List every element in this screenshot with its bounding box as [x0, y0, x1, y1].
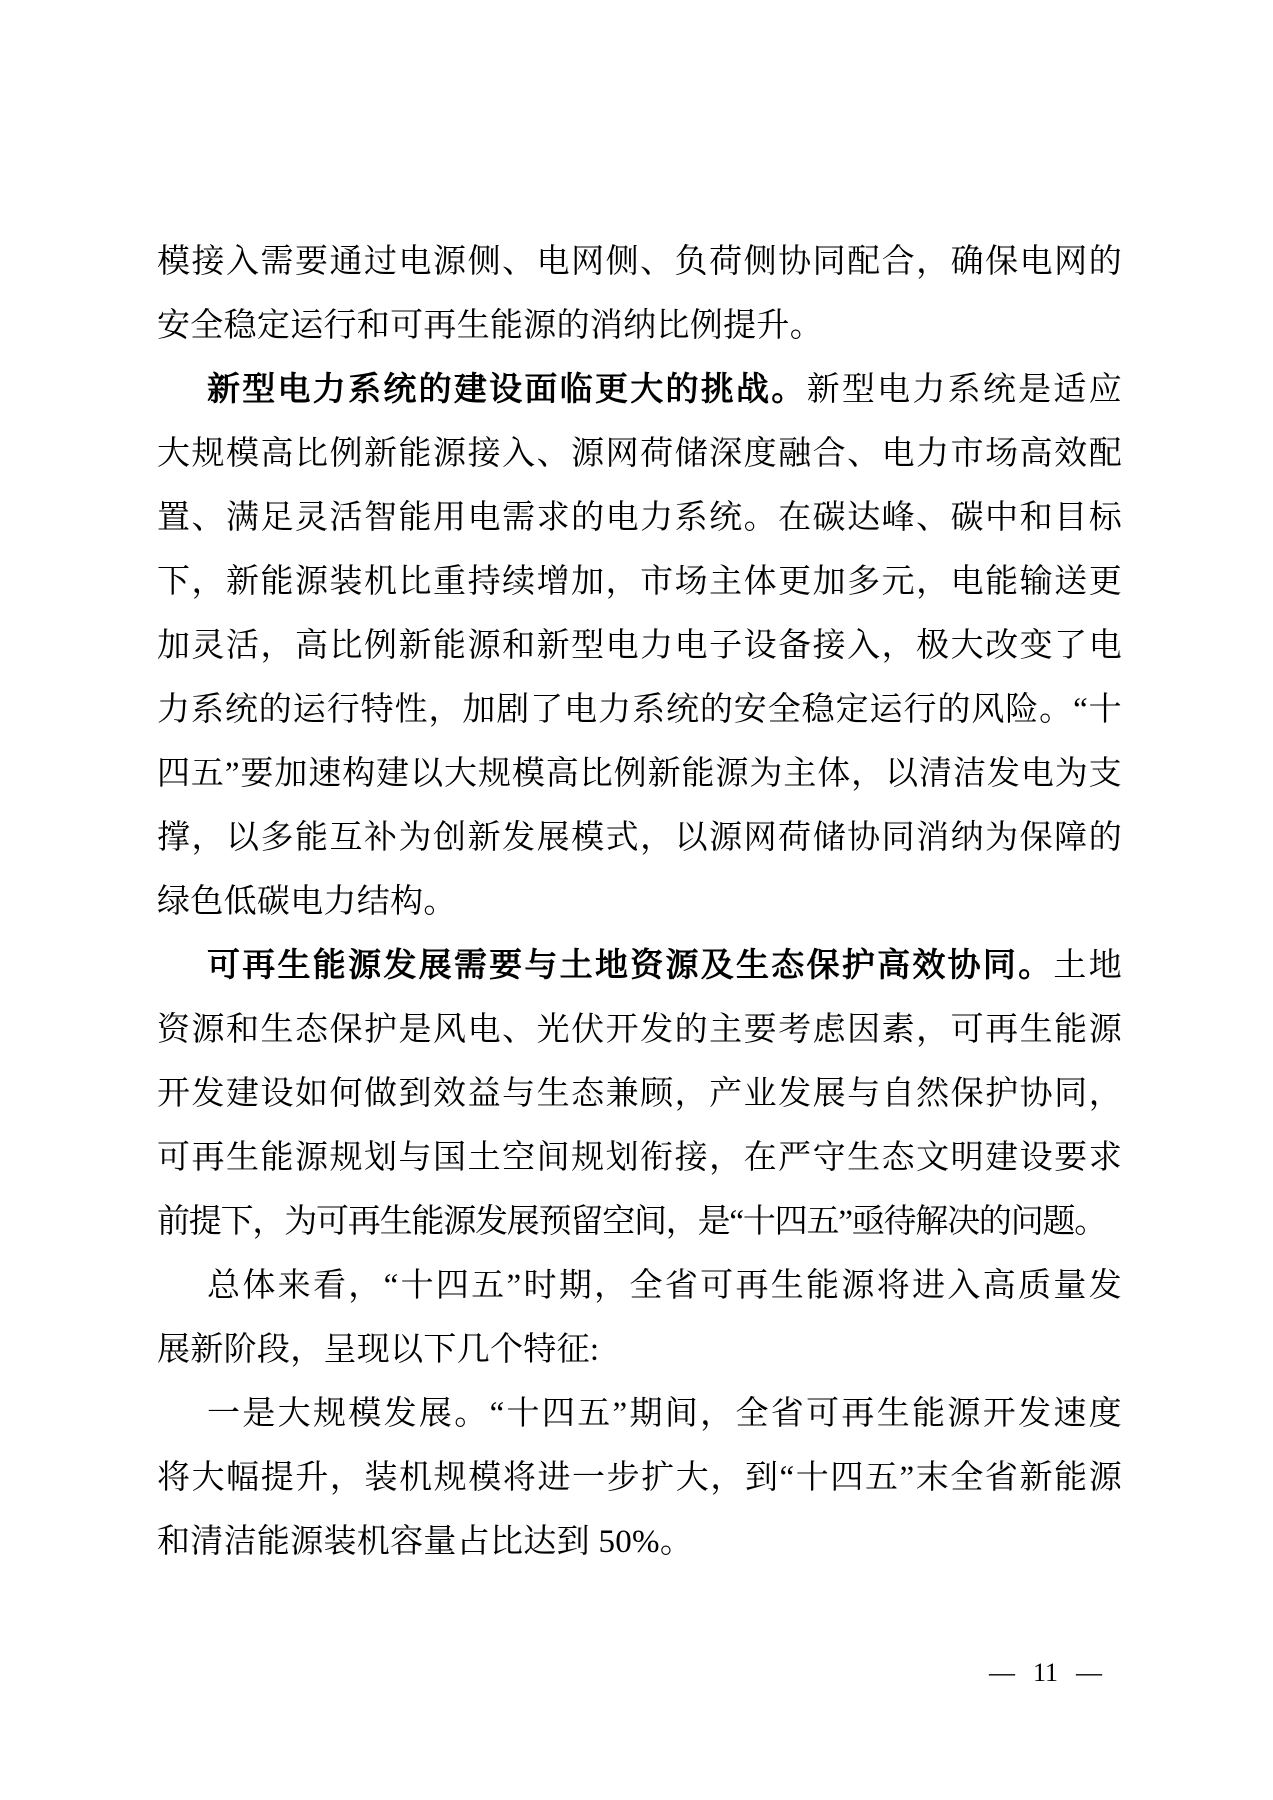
text-line: [157, 1254, 1122, 1318]
line-text: 土地: [1053, 948, 1122, 984]
line-text: 前提下，为可再生能源发展预留空间，是“十四五”亟待解决的问题。: [157, 1204, 1107, 1240]
line-text: 置、满足灵活智能用电需求的电力系统。在碳达峰、碳中和目标: [157, 500, 1122, 536]
text-line: [157, 1382, 1122, 1446]
text-line: [157, 358, 1122, 422]
text-line: [157, 1510, 1122, 1574]
text-line: [157, 614, 1122, 678]
text-line: [157, 1126, 1122, 1190]
text-line: [157, 934, 1122, 998]
text-line: [157, 1318, 1122, 1382]
footer-dash-left: —: [988, 1658, 1015, 1687]
text-line: [157, 998, 1122, 1062]
bold-lead-text: 可再生能源发展需要与土地资源及生态保护高效协同。: [207, 948, 1054, 984]
line-text: 安全稳定运行和可再生能源的消纳比例提升。: [157, 308, 823, 344]
line-text: 加灵活，高比例新能源和新型电力电子设备接入，极大改变了电: [157, 628, 1122, 664]
line-text: 绿色低碳电力结构。: [157, 884, 457, 920]
line-text: 开发建设如何做到效益与生态兼顾，产业发展与自然保护协同，: [157, 1076, 1122, 1112]
text-line: [157, 486, 1122, 550]
line-text: 模接入需要通过电源侧、电网侧、负荷侧协同配合，确保电网的: [157, 244, 1122, 280]
text-line: [157, 422, 1122, 486]
line-text: 大规模高比例新能源接入、源网荷储深度融合、电力市场高效配: [157, 436, 1122, 472]
text-line: [157, 742, 1122, 806]
text-line: [157, 1062, 1122, 1126]
line-text: 和清洁能源装机容量占比达到 50%。: [157, 1524, 694, 1560]
text-body: [157, 230, 1122, 1574]
footer-dash-right: —: [1076, 1658, 1102, 1687]
text-line: [157, 870, 1122, 934]
line-text: 总体来看，“十四五”时期，全省可再生能源将进入高质量发: [207, 1268, 1122, 1304]
line-text: 下，新能源装机比重持续增加，市场主体更加多元，电能输送更: [157, 564, 1122, 600]
line-text: 可再生能源规划与国土空间规划衔接，在严守生态文明建设要求: [157, 1140, 1122, 1176]
text-line: [157, 678, 1122, 742]
text-line: [157, 294, 1122, 358]
line-text: 展新阶段，呈现以下几个特征:: [157, 1332, 600, 1368]
line-text: 资源和生态保护是风电、光伏开发的主要考虑因素，可再生能源: [157, 1012, 1122, 1048]
line-text: 一是大规模发展。“十四五”期间，全省可再生能源开发速度: [207, 1396, 1122, 1432]
page-footer: [989, 1658, 1102, 1688]
line-text: 力系统的运行特性，加剧了电力系统的安全稳定运行的风险。“十: [157, 692, 1122, 728]
text-line: [157, 550, 1122, 614]
page-number: 11: [1032, 1658, 1058, 1687]
text-line: [157, 1190, 1122, 1254]
text-line: [157, 230, 1122, 294]
line-text: 新型电力系统是适应: [806, 372, 1122, 408]
line-text: 将大幅提升，装机规模将进一步扩大，到“十四五”末全省新能源: [157, 1460, 1122, 1496]
text-line: [157, 1446, 1122, 1510]
text-line: [157, 806, 1122, 870]
bold-lead-text: 新型电力系统的建设面临更大的挑战。: [207, 372, 807, 408]
line-text: 撑，以多能互补为创新发展模式，以源网荷储协同消纳为保障的: [157, 820, 1122, 856]
line-text: 四五”要加速构建以大规模高比例新能源为主体，以清洁发电为支: [157, 756, 1122, 792]
